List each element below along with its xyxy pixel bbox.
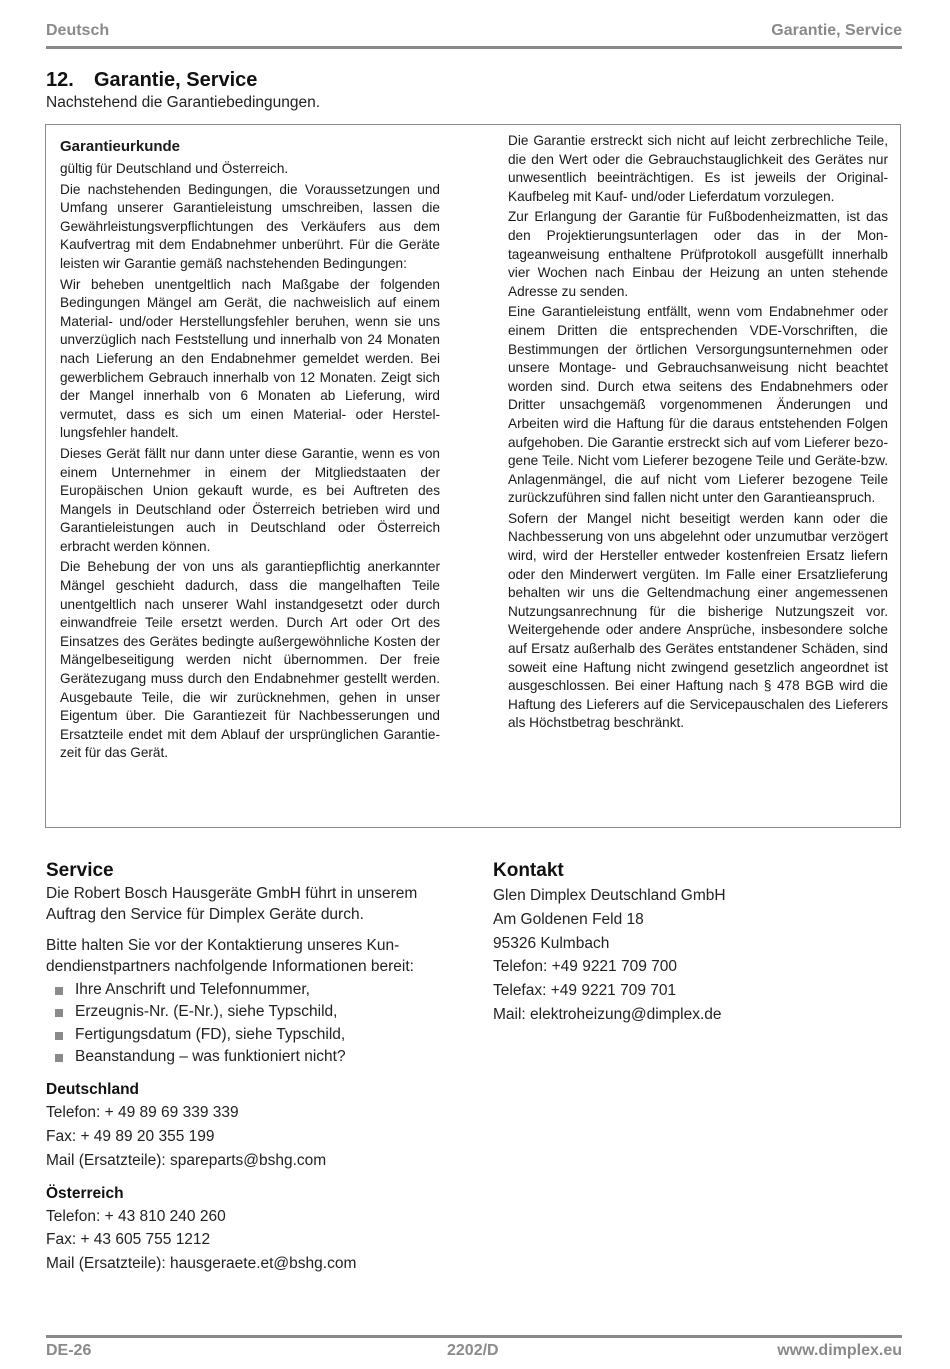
bullet-square-icon — [55, 1054, 63, 1062]
germany-title: Deutschland — [46, 1081, 140, 1099]
warranty-paragraph: Wir beheben unentgeltlich nach Maßgabe der folgenden Bedingungen Mängel am Gerät, die nachweislich auf einem Material- und/oder Herstellungsfehler beruhen, wenn sie uns unverzüglich nach Feststellung und innerhalb von 24 Monaten nach Lieferung an den Endabnehmer gemeldet werden. Bei gewerblichem Gebrauch innerhalb von 12 Monaten. Zeigt sich der Mangel innerhalb von 6 Monaten ab Lieferung, wird vermutet, dass es sich um einen Material- oder Herstellungsfehler handelt. — [60, 276, 440, 441]
contact-street: Am Goldenen Feld 18 — [493, 910, 644, 928]
warranty-paragraph: Sofern der Mangel nicht beseitigt werden kann oder die Nachbesserung von uns abgelehnt oder unzumutbar verzögert wird, wird der Hersteller entweder kostenfreien Ersatz liefern oder den Minderwert vergüten. Im Falle einer Ersatzlieferung behalten wir uns die Geltendmachung einer angemessenen Nutzungsanrechnung für die bisherige Nutzungszeit vor. Weitergehende oder andere Ansprüche, insbesondere solche auf Ersatz außerhalb des Gerätes entstandener Schäden, sind soweit eine Haftung nicht zwingend gesetzlich angeordnet ist ausgeschlossen. Bei einer Haftung nach § 478 BGB wird die Haftung des Lieferers auf die Servicepauschalen des Lieferers als Höchstbetrag beschränkt. — [508, 510, 888, 731]
bullet-square-icon — [55, 987, 63, 995]
austria-mail: Mail (Ersatzteile): hausgeraete.et@bshg.com — [46, 1255, 357, 1273]
list-item-text: Erzeugnis-Nr. (E-Nr.), siehe Typschild, — [75, 1003, 338, 1021]
austria-fax: Fax: + 43 605 755 1212 — [46, 1231, 211, 1249]
list-item — [46, 979, 456, 1001]
germany-mail: Mail (Ersatzteile): spareparts@bshg.com — [46, 1151, 327, 1169]
list-item — [46, 1024, 456, 1046]
warranty-paragraph: gültig für Deutschland und Österreich. — [60, 161, 289, 176]
list-item-text: Beanstandung – was funktioniert nicht? — [75, 1047, 346, 1065]
warranty-paragraph: Zur Erlangung der Garantie für Fußbodenheizmatten, ist das den Projektierungsunterlagen oder das in der Montageanweisung enthaltene Prüfprotokoll ausgefüllt innerhalb vier Wochen nach Einbau der Heizung an unten stehende Adresse zu senden. — [508, 209, 888, 299]
page-number: DE-26 — [46, 1342, 92, 1359]
language-label: Deutsch — [46, 22, 110, 39]
footer-rule — [46, 1335, 902, 1338]
service-request: Bitte halten Sie vor der Kontaktierung unseres Kundendienstpartners nachfolgende Informationen bereit: — [46, 937, 414, 975]
document-code: 2202/D — [447, 1342, 499, 1359]
header-rule — [46, 46, 902, 49]
contact-phone: Telefon: +49 9221 709 700 — [493, 958, 678, 976]
list-item — [46, 1046, 456, 1068]
warranty-paragraph: Eine Garantieleistung entfällt, wenn vom Endabnehmer oder einem Dritten die entsprechenden VDE-Vorschriften, die Bestimmungen der örtlichen Versorgungsunternehmen oder unsere Montage- und Gebrauchsanweisung nicht beachtet worden sind. Durch etwa seitens des Endabnehmers oder Dritter unsachgemäß vorgenommenen Änderungen und Arbeiten wird die Haftung für die daraus entstehenden Folgen aufgehoben. Die Garantie erstreckt sich auf vom Lieferer bezogene Teile. Nicht vom Lieferer bezogene Teile und Geräte-bzw. Anlagenmängel, die auf nicht vom Lieferer bezogene Teile zurückzuführen sind fallen nicht unter den Garantieanspruch. — [508, 304, 888, 506]
website-link[interactable]: www.dimplex.eu — [777, 1342, 902, 1359]
warranty-paragraph: Die Garantie erstreckt sich nicht auf leicht zerbrechliche Teile, die den Wert oder die Gebrauchstauglichkeit des Gerätes nur unwesentlich beeinträchtigen. Es ist jeweils der Original-Kaufbeleg mit Kauf- und/oder Lieferdatum vorzulegen. — [508, 133, 888, 204]
section-intro: Nachstehend die Garantiebedingungen. — [46, 94, 321, 111]
page-footer — [46, 1342, 902, 1364]
service-section — [46, 858, 456, 1276]
service-title: Service — [46, 860, 114, 881]
list-item-text: Fertigungsdatum (FD), siehe Typschild, — [75, 1025, 346, 1043]
service-austria — [46, 1183, 456, 1276]
service-intro: Die Robert Bosch Hausgeräte GmbH führt in unserem Auftrag den Service für Dimplex Geräte durch. — [46, 885, 418, 923]
section-title: Garantie, Service — [94, 69, 258, 91]
chapter-label: Garantie, Service — [771, 22, 902, 39]
section-heading — [46, 69, 257, 92]
warranty-paragraph: Dieses Gerät fällt nur dann unter diese Garantie, wenn es von einem Unternehmer in einem der Mitgliedstaaten der Europäischen Union gekauft wurde, es bei Auftreten des Mangels in Deutschland oder Österreich betrieben wird und Garantieleistungen auch in Deutschland oder Österreich erbracht werden können. — [60, 445, 440, 554]
bullet-square-icon — [55, 1032, 63, 1040]
warranty-title: Garantieurkunde — [60, 138, 181, 155]
austria-phone: Telefon: + 43 810 240 260 — [46, 1207, 226, 1225]
contact-company: Glen Dimplex Deutschland GmbH — [493, 887, 726, 904]
contact-section — [493, 858, 893, 1027]
list-item — [46, 1001, 456, 1023]
list-item-text: Ihre Anschrift und Telefonnummer, — [75, 981, 310, 998]
warranty-right-column — [508, 132, 888, 735]
warranty-paragraph: Die Behebung der von uns als garantiepflichtig anerkannter Mängel geschieht dadurch, dass die mangelhaften Teile unentgeltlich nach unserer Wahl instandgesetzt oder durch einwandfreie Teile ersetzt werden. Durch Art oder Ort des Einsatzes des Gerätes bedingte außergewöhnliche Kosten der Mängelbeseitigung werden nicht übernommen. Der freie Gerätezugang muss durch den Endabnehmer gestellt werden. Ausgebaute Teile, die wir zurücknehmen, gehen in unser Eigentum über. Die Garantiezeit für Nachbesserungen und Ersatzteile endet mit dem Ablauf der ursprünglichen Garantiezeit für das Gerät. — [60, 559, 440, 761]
service-germany — [46, 1079, 456, 1172]
warranty-left-column — [60, 136, 440, 765]
contact-city: 95326 Kulmbach — [493, 934, 610, 952]
contact-mail: Mail: elektroheizung@dimplex.de — [493, 1005, 722, 1023]
contact-title: Kontakt — [493, 860, 564, 881]
germany-fax: Fax: + 49 89 20 355 199 — [46, 1127, 215, 1145]
austria-title: Österreich — [46, 1184, 124, 1202]
page-header — [46, 22, 902, 44]
germany-phone: Telefon: + 49 89 69 339 339 — [46, 1104, 239, 1122]
service-info-list — [46, 979, 456, 1068]
section-number: 12. — [46, 69, 74, 91]
bullet-square-icon — [55, 1009, 63, 1017]
warranty-paragraph: Die nachstehenden Bedingungen, die Voraussetzungen und Umfang unserer Garantieleistung umschreiben, lassen die Gewährleistungsverpflichtungen des Verkäufers aus dem Kaufvertrag mit dem Endabnehmer unberührt. Für die Geräte leisten wir Garantie gemäß nachstehenden Bedingungen: — [60, 181, 440, 271]
contact-fax: Telefax: +49 9221 709 701 — [493, 982, 677, 1000]
